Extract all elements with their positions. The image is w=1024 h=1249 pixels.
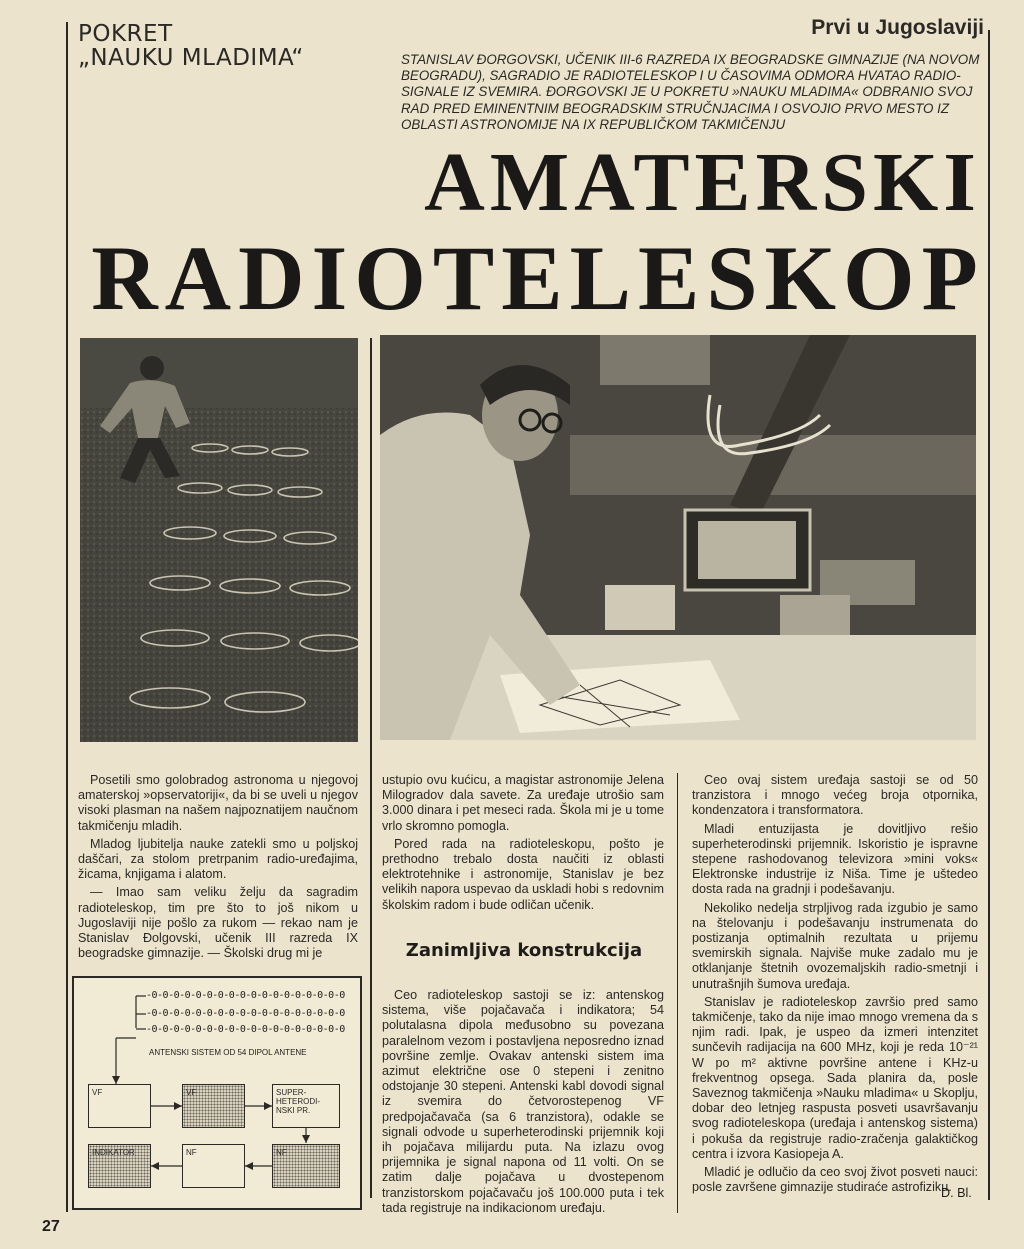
- paragraph: Pored rada na radioteleskopu, pošto je prethodno trebalo dosta naučiti iz oblasti elektrotehnike i astronomije, Stanislav je bez velikih napora uspevao da uskladi hobi s redovnim školskim radom i bude odličan učenik.: [382, 836, 664, 912]
- author-signature: D. Bl.: [941, 1186, 972, 1200]
- left-column-rule: [66, 22, 68, 1212]
- photo-antenna-field: [80, 338, 358, 742]
- paragraph: Stanislav je radioteleskop završio pred samo takmičenje, tako da nije imao mnogo vremena da s njim radi. Ipak, je uspeo da izmeri intenzitet sunčevih radijacija na 600 MHz, koji je reda 10⁻²¹ W po m² aktivne površine antene i KHz-u frekventnog opsega. Sada planira da, posle Saveznog takmičenja »Nauku mladima« u Skoplju, dobar deo letnjeg raspusta posveti usavršavanju svog radioteleskopa (uređaja i antenskog sistema) i pokuša da registruje radio-zračenja galaktičkog centra i izvora Kasiopeja A.: [692, 994, 978, 1161]
- column-divider: [677, 773, 678, 1213]
- section-title: [78, 22, 304, 70]
- paragraph: Mladić je odlučio da ceo svoj život posveti nauci: posle završene gimnazije studiraće astrofiziku.: [692, 1165, 978, 1195]
- dipole-row-3: -0-0-0-0-0-0-0-0-0-0-0-0-0-0-0-0-0-0: [146, 1024, 345, 1035]
- dipole-row-1: -0-0-0-0-0-0-0-0-0-0-0-0-0-0-0-0-0-0: [146, 990, 345, 1001]
- paragraph: Mladog ljubitelja nauke zatekli smo u poljskoj daščari, za stolom pretrpanim radio-uređajima, žicama, knjigama i alatom.: [78, 836, 358, 882]
- photo-student-at-desk: [380, 335, 976, 740]
- block-diagram: [72, 976, 362, 1210]
- superheterodyne-box: [272, 1084, 340, 1128]
- indicator-label: INDIKATOR: [92, 1148, 135, 1157]
- dipole-row-2: -0-0-0-0-0-0-0-0-0-0-0-0-0-0-0-0-0-0: [146, 1008, 345, 1019]
- vf-preamp-box: [88, 1084, 151, 1128]
- paragraph: Ceo radioteleskop sastoji se iz: antenskog sistema, više pojačavača i indikatora; 54 polutalasna dipola međusobno su povezana paralelnom vezom i postavljena neposredno iznad površine zemlje. Ovakav antenski sistem ima azimut električne ose 0 stepeni i zenitno odstojanje 30 stepeni. Antenski kabl dovodi signal iz svemira do četvorostepenog VF predpojačavača (sa 6 tranzistora), odakle se signali odvode u superheterodinski prijemnik koji ih pojačava milijardu puta. Na izlazu ovog prijemnika je signal napona od 11 volti. On se zatim dalje pojačava u dvostepenom tranzistorskom pojačavaču još 100.000 puta i tek tada registruje na indikacionom uređaju.: [382, 988, 664, 1215]
- antenna-field-illustration: [80, 338, 358, 742]
- nf-amp-box: [182, 1144, 245, 1188]
- nf-label: NF: [186, 1148, 197, 1157]
- rubric-label: Prvi u Jugoslaviji: [811, 16, 984, 39]
- nf-label: NF: [276, 1148, 287, 1157]
- vf-label: VF: [92, 1088, 103, 1097]
- paragraph: Nekoliko nedelja strpljivog rada izgubio je samo na štelovanju i podešavanju instrumenata do postizanja optimalnih rezultata u prijemu svemirskih signala. Najviše muke zadalo mu je otklanjanje štetnih ovozemaljskih radio-smetnji i unutrašnjih šumova uređaja.: [692, 900, 978, 991]
- paragraph: ustupio ovu kućicu, a magistar astronomije Jelena Milogradov dala savete. Za uređaje utrošio sam 3.000 dinara i pet meseci rada. Škola mi je u tome vrlo skromno pomogla.: [382, 773, 664, 833]
- paragraph: — Imao sam veliku želju da sagradim radioteleskop, tim pre što to još nikom u Jugoslaviji nije pošlo za rukom — rekao nam je Stanislav Đolgovski, učenik III razreda IX beogradske gimnazije. — Školski drug mi je: [78, 885, 358, 961]
- paragraph: Ceo ovaj sistem uređaja sastoji se od 50 tranzistora i mnogo većeg broja otpornika, kondenzatora i transformatora.: [692, 773, 978, 818]
- paragraph: Mladi entuzijasta je dovitljivo rešio superheterodinski prijemnik. Iskoristio je ispravne stepene rashodovanog televizora »mini voks« Elektronske industrije iz Niša. Time je uštedeo dosta rada na gradnji i podešavanju.: [692, 821, 978, 897]
- article-column-2: [382, 773, 664, 916]
- headline-line2: RADIOTELESKOP: [91, 227, 985, 329]
- article-column-3: [692, 773, 978, 1198]
- article-column-1: [78, 773, 358, 964]
- subheading: Zanimljiva konstrukcija: [405, 940, 643, 961]
- paragraph: Posetili smo golobradog astronoma u njegovoj amaterskoj »opservatoriji«, da bi se uveli u njegov visoki plasman na našem najpoznatijem naučnom takmičenju mladih.: [78, 773, 358, 833]
- superheterodyne-label: SUPER-HETERODI-NSKI PR.: [276, 1088, 320, 1115]
- vf-stage-box: [182, 1084, 245, 1128]
- vf-label: VF: [186, 1088, 197, 1097]
- headline-line1: AMATERSKI: [424, 136, 981, 229]
- indicator-box: [88, 1144, 151, 1188]
- diagram-caption: ANTENSKI SISTEM OD 54 DIPOL ANTENE: [149, 1048, 307, 1057]
- lead-paragraph: STANISLAV ĐORGOVSKI, UČENIK III-6 RAZREDA IX BEOGRADSKE GIMNAZIJE (NA NOVOM BEOGRADU), SAGRADIO JE RADIOTELESKOP I U ČASOVIMA ODMORA HVATAO RADIO-SIGNALE IZ SVEMIRA. ĐORGOVSKI JE U POKRETU »NAUKU MLADIMA« ODBRANIO SVOJ RAD PRED EMINENTNIM BEOGRADSKIM STRUČNJACIMA I OSVOJIO PRVO MESTO IZ OBLASTI ASTRONOMIJE NA IX REPUBLIČKOM TAKMIČENJU: [401, 52, 980, 132]
- photo-divider: [370, 338, 372, 1198]
- right-column-rule: [988, 30, 990, 1200]
- desk-scene-illustration: [380, 335, 976, 740]
- article-column-2-continued: [382, 988, 664, 1219]
- section-title-line2: „NAUKU MLADIMA“: [78, 45, 304, 71]
- section-title-line1: POKRET: [78, 21, 173, 47]
- page-number: 27: [42, 1218, 60, 1235]
- nf-stage-box: [272, 1144, 340, 1188]
